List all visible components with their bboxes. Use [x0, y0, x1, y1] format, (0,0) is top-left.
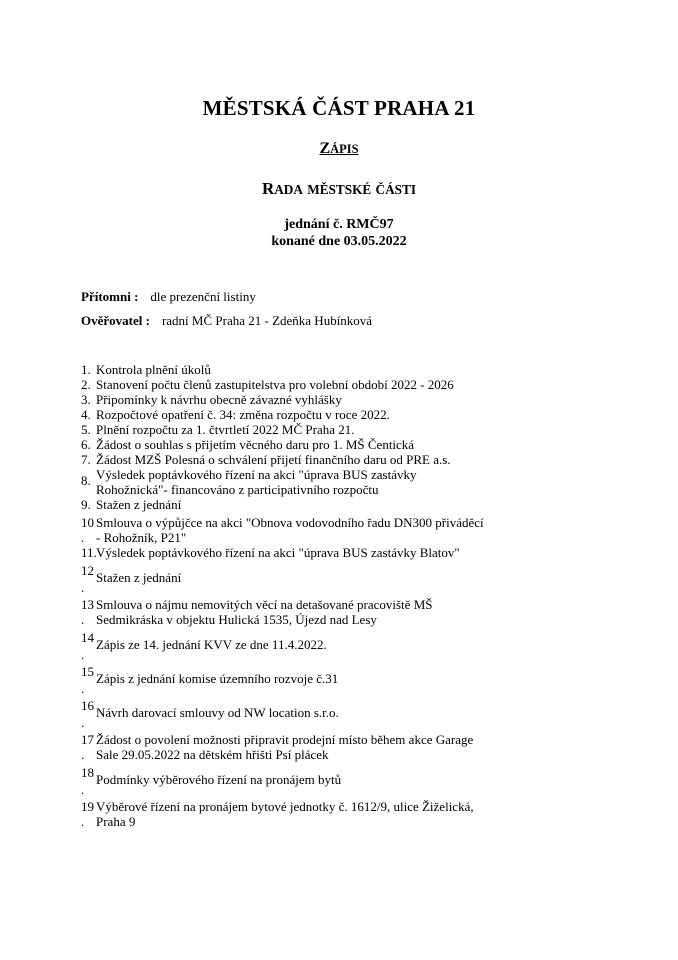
- agenda-item-dot: .: [81, 612, 85, 627]
- agenda-item-number: 4.: [81, 407, 91, 422]
- agenda-item: [81, 362, 541, 377]
- agenda-item-number: 15: [81, 664, 94, 679]
- agenda-item-number: 8.: [81, 473, 91, 488]
- agenda-item: [81, 799, 541, 829]
- agenda-item-line: Stanovení počtu členů zastupitelstva pro volební období 2022 - 2026: [96, 377, 454, 392]
- agenda-item-text: [96, 392, 541, 407]
- body-heading: [0, 179, 678, 199]
- present-row: [81, 289, 256, 305]
- agenda-item: [81, 699, 541, 729]
- agenda-item-line: Smlouva o výpůjčce na akci "Obnova vodovodního řadu DN300 přiváděcí: [96, 515, 484, 530]
- agenda-item-number: 1.: [81, 362, 91, 377]
- agenda-item-text: [96, 377, 541, 392]
- agenda-item-line: Kontrola plnění úkolů: [96, 362, 211, 377]
- agenda-item-dot: .: [81, 814, 85, 829]
- agenda-item: [81, 407, 541, 422]
- agenda-item-text: [96, 362, 541, 377]
- agenda-item-dot: .: [81, 580, 85, 595]
- agenda-item-text: [96, 407, 541, 422]
- agenda-item-dot: .: [81, 782, 85, 797]
- agenda-item-line: Rohožnická"- financováno z participativního rozpočtu: [96, 482, 379, 497]
- present-value: dle prezenční listiny: [150, 289, 256, 304]
- agenda-item: [81, 631, 541, 661]
- agenda-item-dot: .: [81, 530, 85, 545]
- agenda-item: [81, 597, 541, 627]
- agenda-item-number: 7.: [81, 452, 91, 467]
- agenda-item-dot: .: [81, 681, 85, 696]
- meeting-number: jednání č. RMČ97: [284, 217, 394, 232]
- meeting-date: konané dne 03.05.2022: [271, 234, 407, 249]
- agenda-item: [81, 766, 541, 796]
- agenda-item-text: Zápis ze 14. jednání KVV ze dne 11.4.2022.: [96, 637, 327, 652]
- agenda-item: [81, 564, 541, 594]
- agenda-item-line: Žádost o souhlas s přijetím věcného daru pro 1. MŠ Čentická: [96, 437, 415, 452]
- agenda-item-text: Stažen z jednání: [96, 570, 182, 585]
- agenda-item-line: Stažen z jednání: [96, 497, 182, 512]
- agenda-item-number: 6.: [81, 437, 91, 452]
- agenda-item-text: [96, 467, 416, 497]
- agenda-list: [81, 362, 541, 829]
- agenda-item-line: Sale 29.05.2022 na dětském hřišti Psí plácek: [96, 747, 329, 762]
- agenda-item-line: Praha 9: [96, 814, 136, 829]
- agenda-item-dot: .: [81, 647, 85, 662]
- agenda-item-line: Smlouva o nájmu nemovitých věcí na detašované pracoviště MŠ: [96, 597, 433, 612]
- agenda-item-number: 11.: [81, 545, 97, 560]
- agenda-item-number: 16: [81, 698, 94, 713]
- agenda-item: [81, 392, 541, 407]
- agenda-item-number: 17: [81, 732, 94, 747]
- agenda-item-dot: .: [81, 747, 85, 762]
- agenda-item-line: Výsledek poptávkového řízení na akci "úprava BUS zastávky: [96, 467, 417, 482]
- agenda-item-number: 12: [81, 563, 94, 578]
- agenda-item-number: 9.: [81, 497, 91, 512]
- agenda-item: [81, 497, 541, 512]
- agenda-item: [81, 452, 541, 467]
- agenda-item: [81, 665, 541, 695]
- agenda-item-line: Plnění rozpočtu za 1. čtvrtletí 2022 MČ Praha 21.: [96, 422, 355, 437]
- agenda-item-number: 5.: [81, 422, 91, 437]
- agenda-item-text: [96, 497, 541, 512]
- doc-type-rest: ÁPIS: [330, 142, 359, 156]
- body-heading-word: ČÁSTI: [375, 182, 417, 197]
- verifier-row: [81, 313, 372, 329]
- verifier-value: radní MČ Praha 21 - Zdeňka Hubínková: [161, 313, 373, 328]
- doc-type-first-letter: Z: [319, 140, 331, 157]
- agenda-item-text: [96, 452, 541, 467]
- agenda-item-text: [96, 597, 541, 627]
- agenda-item-number: 2.: [81, 377, 91, 392]
- agenda-item-text: Podmínky výběrového řízení na pronájem bytů: [96, 772, 342, 787]
- agenda-item-text: [96, 799, 541, 829]
- verifier-label: Ověřovatel :: [81, 313, 150, 328]
- meeting-info: [0, 216, 678, 250]
- agenda-item: [81, 545, 541, 560]
- agenda-item-line: Připomínky k návrhu obecně závazné vyhlášky: [96, 392, 342, 407]
- agenda-item-number: 3.: [81, 392, 91, 407]
- agenda-item-text: [96, 732, 541, 762]
- agenda-item-text: Návrh darovací smlouvy od NW location s.r.o.: [96, 705, 339, 720]
- agenda-item: [81, 515, 541, 545]
- agenda-item-line: Výběrové řízení na pronájem bytové jednotky č. 1612/9, ulice Žiželická,: [96, 799, 474, 814]
- agenda-item-line: - Rohožník, P21": [96, 530, 187, 545]
- agenda-item: [81, 732, 541, 762]
- agenda-item-text: [96, 545, 541, 560]
- agenda-item-number: 13: [81, 597, 94, 612]
- agenda-item-number: 14: [81, 630, 94, 645]
- agenda-item: [81, 377, 541, 392]
- agenda-item-text: [96, 422, 541, 437]
- document-type-heading: [0, 140, 678, 158]
- agenda-item-number: 10: [81, 515, 94, 530]
- agenda-item-text: Zápis z jednání komise územního rozvoje č.31: [96, 671, 339, 686]
- body-heading-word: MĚSTSKÉ: [307, 182, 372, 197]
- agenda-item-line: Žádost MZŠ Polesná o schválení přijetí finančního daru od PRE a.s.: [96, 452, 451, 467]
- agenda-item: [81, 422, 541, 437]
- agenda-item-line: Výsledek poptávkového řízení na akci "úprava BUS zastávky Blatov": [96, 545, 460, 560]
- agenda-item-text: [96, 437, 541, 452]
- present-label: Přítomni :: [81, 289, 139, 304]
- agenda-item: [81, 437, 541, 452]
- agenda-item-number: 19: [81, 799, 94, 814]
- agenda-item-dot: .: [81, 715, 85, 730]
- authority-heading: MĚSTSKÁ ČÁST PRAHA 21: [202, 96, 476, 120]
- body-heading-word: RADA: [261, 179, 303, 198]
- agenda-item-line: Sedmikráska v objektu Hulická 1535, Újezd nad Lesy: [96, 612, 377, 627]
- agenda-item-line: Rozpočtové opatření č. 34: změna rozpočtu v roce 2022.: [96, 407, 390, 422]
- agenda-item-number: 18: [81, 765, 94, 780]
- agenda-item: [81, 467, 541, 497]
- agenda-item-line: Žádost o povolení možnosti připravit prodejní místo během akce Garage: [96, 732, 474, 747]
- agenda-item-text: [96, 515, 541, 545]
